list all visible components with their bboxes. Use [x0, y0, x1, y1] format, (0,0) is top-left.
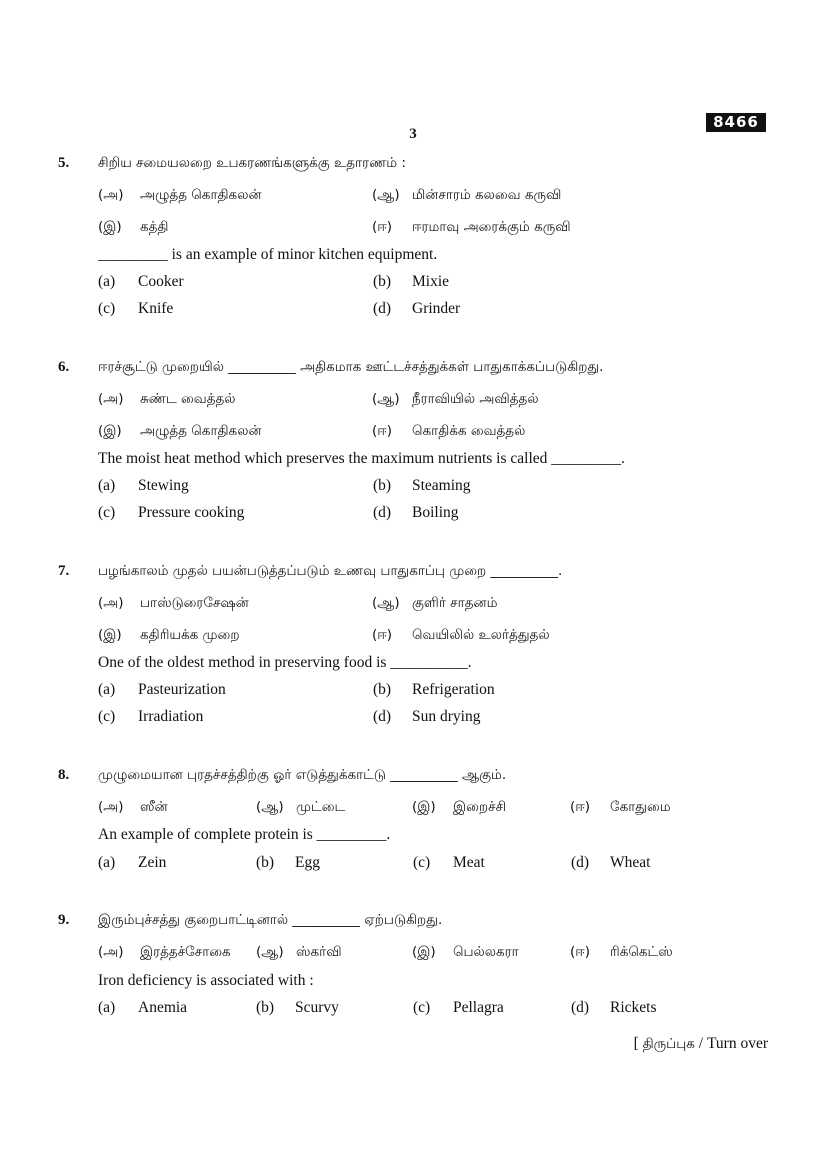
english-option-marker: (d): [373, 300, 392, 317]
tamil-option-text: ஸ்கர்வி: [296, 944, 342, 960]
english-option-marker: (d): [373, 708, 392, 725]
tamil-option-text: அழுத்த கொதிகலன்: [140, 187, 262, 203]
english-option-text: Zein: [138, 854, 167, 871]
tamil-question: சிறிய சமையலறை உபகரணங்களுக்கு உதாரணம் :: [98, 155, 406, 171]
tamil-option-marker: (ஈ): [570, 799, 591, 815]
tamil-option-text: மின்சாரம் கலவை கருவி: [412, 187, 562, 203]
english-option-text: Egg: [295, 854, 320, 871]
tamil-option-text: பெல்லகரா: [453, 944, 519, 960]
tamil-option-text: கதிரியக்க முறை: [140, 627, 240, 643]
english-question: Iron deficiency is associated with :: [98, 972, 314, 989]
question-number: 5.: [58, 155, 70, 171]
question-number: 7.: [58, 563, 70, 579]
tamil-option-marker: (ஈ): [372, 423, 393, 439]
tamil-option-text: பாஸ்டுரைசேஷன்: [140, 595, 249, 611]
english-option-text: Sun drying: [412, 708, 481, 725]
tamil-option-marker: (ஆ): [256, 799, 284, 815]
page-number: 3: [409, 126, 417, 142]
english-option-marker: (c): [413, 999, 431, 1016]
tamil-option-marker: (ஆ): [372, 595, 400, 611]
english-option-marker: (a): [98, 273, 116, 290]
english-option-marker: (b): [373, 681, 392, 698]
turn-over-note: [634, 1035, 768, 1054]
english-option-text: Knife: [138, 300, 174, 317]
tamil-option-text: கொதிக்க வைத்தல்: [412, 423, 526, 439]
english-option-marker: (a): [98, 999, 116, 1016]
tamil-option-text: முட்டை: [296, 799, 346, 815]
english-question: An example of complete protein is _________.: [98, 826, 391, 843]
footer-bracket: [: [633, 1035, 639, 1052]
english-option-text: Steaming: [412, 477, 471, 494]
english-option-marker: (b): [373, 273, 392, 290]
tamil-option-text: இறைச்சி: [453, 799, 507, 815]
tamil-option-marker: (ஆ): [372, 391, 400, 407]
english-option-text: Refrigeration: [412, 681, 495, 698]
english-question: The moist heat method which preserves the maximum nutrients is called _________.: [98, 450, 625, 467]
english-option-text: Irradiation: [138, 708, 204, 725]
tamil-option-text: கத்தி: [140, 219, 169, 235]
tamil-question: முழுமையான புரதச்சத்திற்கு ஓர் எடுத்துக்காட்டு __________ ஆகும்.: [98, 767, 507, 783]
english-option-text: Scurvy: [295, 999, 339, 1016]
tamil-option-text: ஈரமாவு அரைக்கும் கருவி: [412, 219, 571, 235]
question-number: 9.: [58, 912, 70, 928]
english-option-text: Pasteurization: [138, 681, 226, 698]
english-option-text: Meat: [453, 854, 485, 871]
tamil-option-marker: (அ): [98, 944, 124, 960]
english-option-text: Mixie: [412, 273, 450, 290]
footer-separator: /: [698, 1035, 704, 1052]
question-number: 8.: [58, 767, 70, 783]
tamil-option-marker: (ஈ): [372, 627, 393, 643]
tamil-question: இரும்புச்சத்து குறைபாட்டினால் __________ ஏற்படுகிறது.: [98, 912, 443, 928]
footer-tamil: திருப்புக: [642, 1036, 695, 1052]
footer-english: Turn over: [706, 1035, 768, 1052]
english-option-text: Anemia: [138, 999, 188, 1016]
tamil-question: பழங்காலம் முதல் பயன்படுத்தப்படும் உணவு பாதுகாப்பு முறை __________.: [98, 563, 563, 579]
tamil-option-text: கோதுமை: [610, 799, 671, 815]
english-option-marker: (d): [571, 999, 590, 1016]
tamil-question: ஈரச்சூட்டு முறையில் __________ அதிகமாக ஊட்டச்சத்துக்கள் பாதுகாக்கப்படுகிறது.: [98, 359, 604, 375]
tamil-option-marker: (ஈ): [372, 219, 393, 235]
tamil-option-marker: (இ): [98, 219, 122, 235]
english-option-marker: (d): [373, 504, 392, 521]
english-option-marker: (c): [98, 708, 116, 725]
english-option-marker: (a): [98, 854, 116, 871]
tamil-option-marker: (ஆ): [256, 944, 284, 960]
tamil-option-text: ஸீன்: [140, 799, 168, 815]
english-option-text: Grinder: [412, 300, 461, 317]
tamil-option-text: இரத்தச்சோகை: [140, 944, 231, 960]
english-option-text: Pellagra: [453, 999, 504, 1016]
english-option-marker: (c): [413, 854, 431, 871]
tamil-option-text: சுண்ட வைத்தல்: [140, 391, 236, 407]
english-option-text: Rickets: [610, 999, 657, 1016]
english-option-marker: (c): [98, 504, 116, 521]
english-option-marker: (d): [571, 854, 590, 871]
english-option-text: Wheat: [610, 854, 651, 871]
tamil-option-text: குளிர் சாதனம்: [412, 595, 498, 611]
english-option-text: Stewing: [138, 477, 189, 494]
english-option-marker: (a): [98, 681, 116, 698]
tamil-option-text: நீராவியில் அவித்தல்: [412, 391, 539, 407]
english-option-marker: (b): [256, 854, 275, 871]
tamil-option-marker: (அ): [98, 187, 124, 203]
tamil-option-marker: (அ): [98, 799, 124, 815]
english-option-marker: (c): [98, 300, 116, 317]
tamil-option-marker: (ஈ): [570, 944, 591, 960]
english-option-marker: (b): [373, 477, 392, 494]
tamil-option-marker: (இ): [98, 627, 122, 643]
tamil-option-marker: (ஆ): [372, 187, 400, 203]
tamil-option-text: ரிக்கெட்ஸ்: [610, 944, 673, 960]
question-number: 6.: [58, 359, 70, 375]
tamil-option-text: அழுத்த கொதிகலன்: [140, 423, 262, 439]
tamil-option-marker: (இ): [98, 423, 122, 439]
tamil-option-marker: (இ): [412, 799, 436, 815]
english-option-marker: (a): [98, 477, 116, 494]
tamil-option-marker: (அ): [98, 391, 124, 407]
english-question: _________ is an example of minor kitchen equipment.: [98, 246, 438, 263]
english-question: One of the oldest method in preserving food is __________.: [98, 654, 472, 671]
tamil-option-text: வெயிலில் உலர்த்துதல்: [412, 627, 550, 643]
english-option-text: Pressure cooking: [138, 504, 245, 521]
tamil-option-marker: (அ): [98, 595, 124, 611]
english-option-text: Boiling: [412, 504, 459, 521]
paper-code-badge: 8466: [706, 113, 766, 132]
english-option-text: Cooker: [138, 273, 184, 290]
tamil-option-marker: (இ): [412, 944, 436, 960]
english-option-marker: (b): [256, 999, 275, 1016]
